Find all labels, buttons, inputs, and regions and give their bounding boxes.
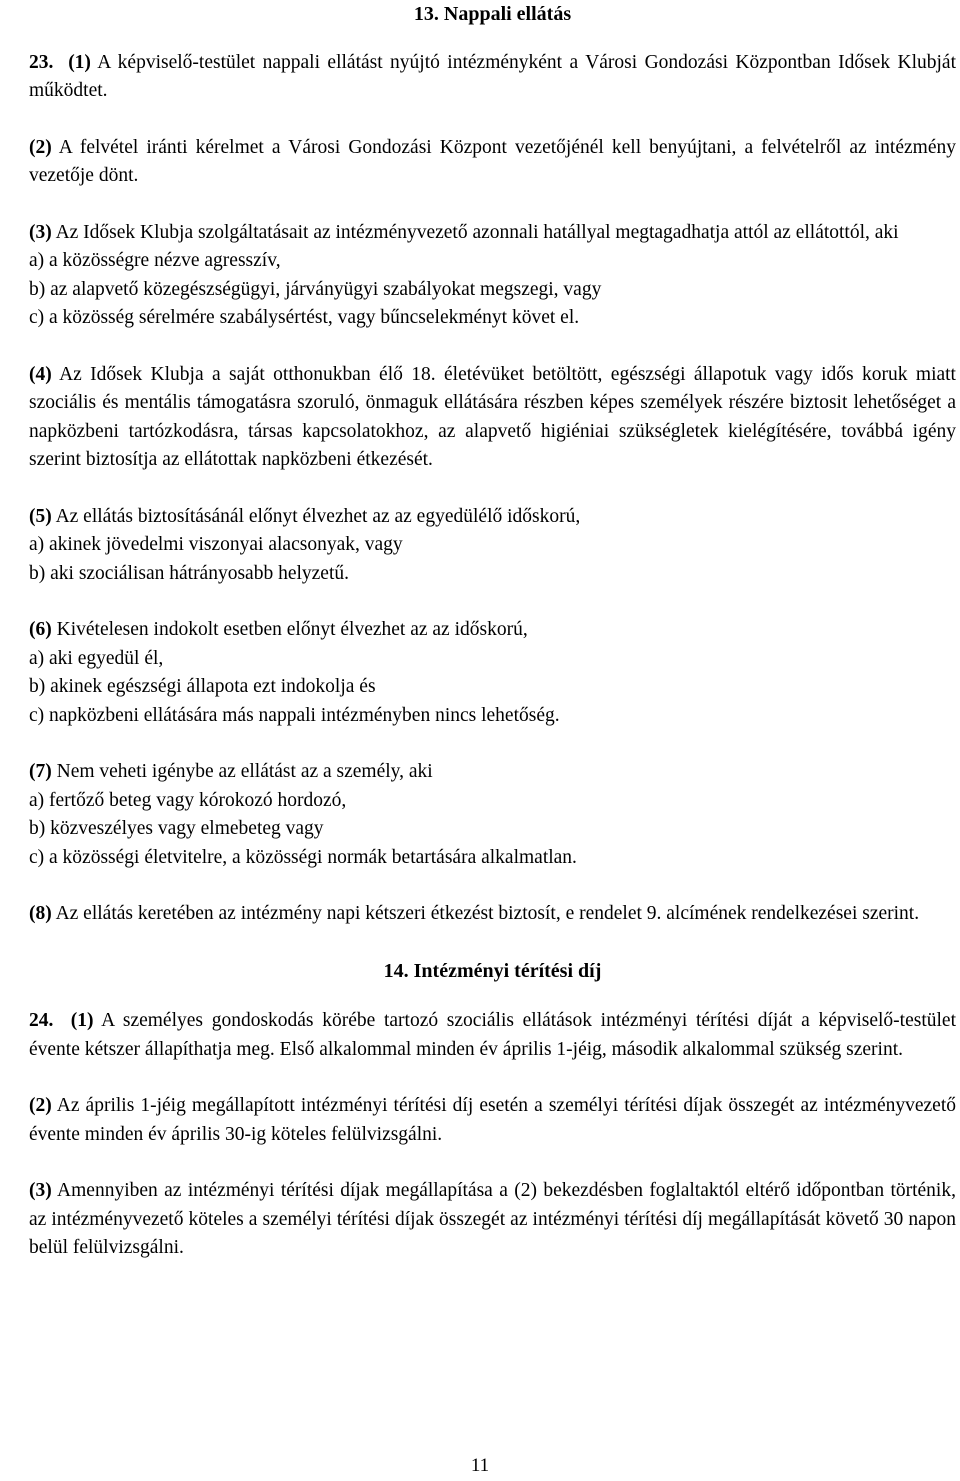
subsection-number: (2) [29,136,52,158]
subsection-number: (2) [29,1095,52,1116]
list-item: a) akinek jövedelmi viszonyai alacsonyak, vagy [29,534,403,555]
subsection-number: (6) [29,619,52,640]
paragraph-23-6 [29,616,956,730]
subsection-number: (3) [29,1180,52,1201]
paragraph-intro: Az Idősek Klubja szolgáltatásait az intézményvezető azonnali hatállyal megtagadhatja attól az ellátottól, aki [55,221,899,243]
list-item: c) napközbeni ellátására más nappali intézményben nincs lehetőség. [29,704,560,726]
paragraph-text: Az április 1-jéig megállapított intézményi térítési díj esetén a személyi térítési díjak összegét az intézményvezető évente minden év április 30-ig köteles felülvizsgálni. [29,1095,956,1145]
list-item: a) a közösségre nézve agresszív, [29,250,281,271]
paragraph-24-3 [29,1177,956,1263]
paragraph-text: A képviselő-testület nappali ellátást nyújtó intézményként a Városi Gondozási Központban Idősek Klubját működtet. [29,51,956,101]
page-number: 11 [470,1455,490,1476]
list-item: b) akinek egészségi állapota ezt indokolja és [29,676,376,697]
paragraph-23-3 [29,219,956,333]
paragraph-23-5 [29,503,956,589]
paragraph-text: Amennyiben az intézményi térítési díjak megállapítása a (2) bekezdésben foglaltaktól eltérő időpontban történik, az intézményvezető köteles a személyi térítési díjak összegét az intézményi térítési díj megállapítását követő 30 napon belül felülvizsgálni. [29,1180,956,1258]
subsection-number: (3) [29,221,52,243]
paragraph-23-1 [29,49,956,106]
paragraph-text: Az ellátás keretében az intézmény napi kétszeri étkezést biztosít, e rendelet 9. alcímének rendelkezései szerint. [55,903,920,924]
list-item: b) az alapvető közegészségügyi, járványügyi szabályokat megszegi, vagy [29,278,602,300]
paragraph-text: A felvétel iránti kérelmet a Városi Gondozási Központ vezetőjénél kell benyújtani, a felvételről az intézmény vezetője dönt. [29,136,956,186]
list-item: a) aki egyedül él, [29,647,164,669]
list-item: c) a közösségi életvitelre, a közösségi normák betartására alkalmatlan. [29,846,577,868]
list-item: b) aki szociálisan hátrányosabb helyzetű. [29,562,350,584]
section-13-title: 13. Nappali ellátás [413,3,572,25]
paragraph-intro: Kivételesen indokolt esetben előnyt élvezhet az az időskorú, [56,619,528,640]
section-number-24: 24. [29,1010,54,1031]
section-number-23: 23. [29,51,54,73]
paragraph-23-2 [29,134,956,191]
paragraph-23-4 [29,361,956,475]
subsection-number: (1) [68,51,91,73]
document-page [29,0,956,1263]
list-item: c) a közösség sérelmére szabálysértést, vagy bűncselekményt követ el. [29,307,580,328]
paragraph-intro: Nem veheti igénybe az ellátást az a személy, aki [56,761,433,782]
paragraph-24-2 [29,1092,956,1149]
subsection-number: (5) [29,505,52,527]
subsection-number: (8) [29,903,52,924]
paragraph-intro: Az ellátás biztosításánál előnyt élvezhet az az egyedülélő időskorú, [55,505,581,527]
paragraph-text: A személyes gondoskodás körébe tartozó szociális ellátások intézményi térítési díját a képviselő-testület évente kétszer állapíthatja meg. Első alkalommal minden év április 1-jéig, második alkalommal szükség szerint. [29,1010,956,1060]
paragraph-23-8 [29,900,956,929]
subsection-number: (4) [29,363,52,385]
section-14-title: 14. Intézményi térítési díj [383,959,602,982]
subsection-number: (1) [70,1010,94,1031]
paragraph-23-7 [29,758,956,872]
list-item: b) közveszélyes vagy elmebeteg vagy [29,818,324,839]
paragraph-text: Az Idősek Klubja a saját otthonukban élő 18. életévüket betöltött, egészségi állapotuk vagy idős koruk miatt szociális és mentális támogatásra szoruló, önmaguk ellátására részben képes személyek részére biztosit lehetőséget a napközbeni tartózkodásra, társas kapcsolatokhoz, az alapvető higiéniai szükségletek kielégítésére, továbbá igény szerint biztosítja az ellátottak napközbeni étkezését. [29,363,956,470]
list-item: a) fertőző beteg vagy kórokozó hordozó, [29,789,347,811]
paragraph-24-1 [29,1007,956,1064]
subsection-number: (7) [29,761,52,782]
